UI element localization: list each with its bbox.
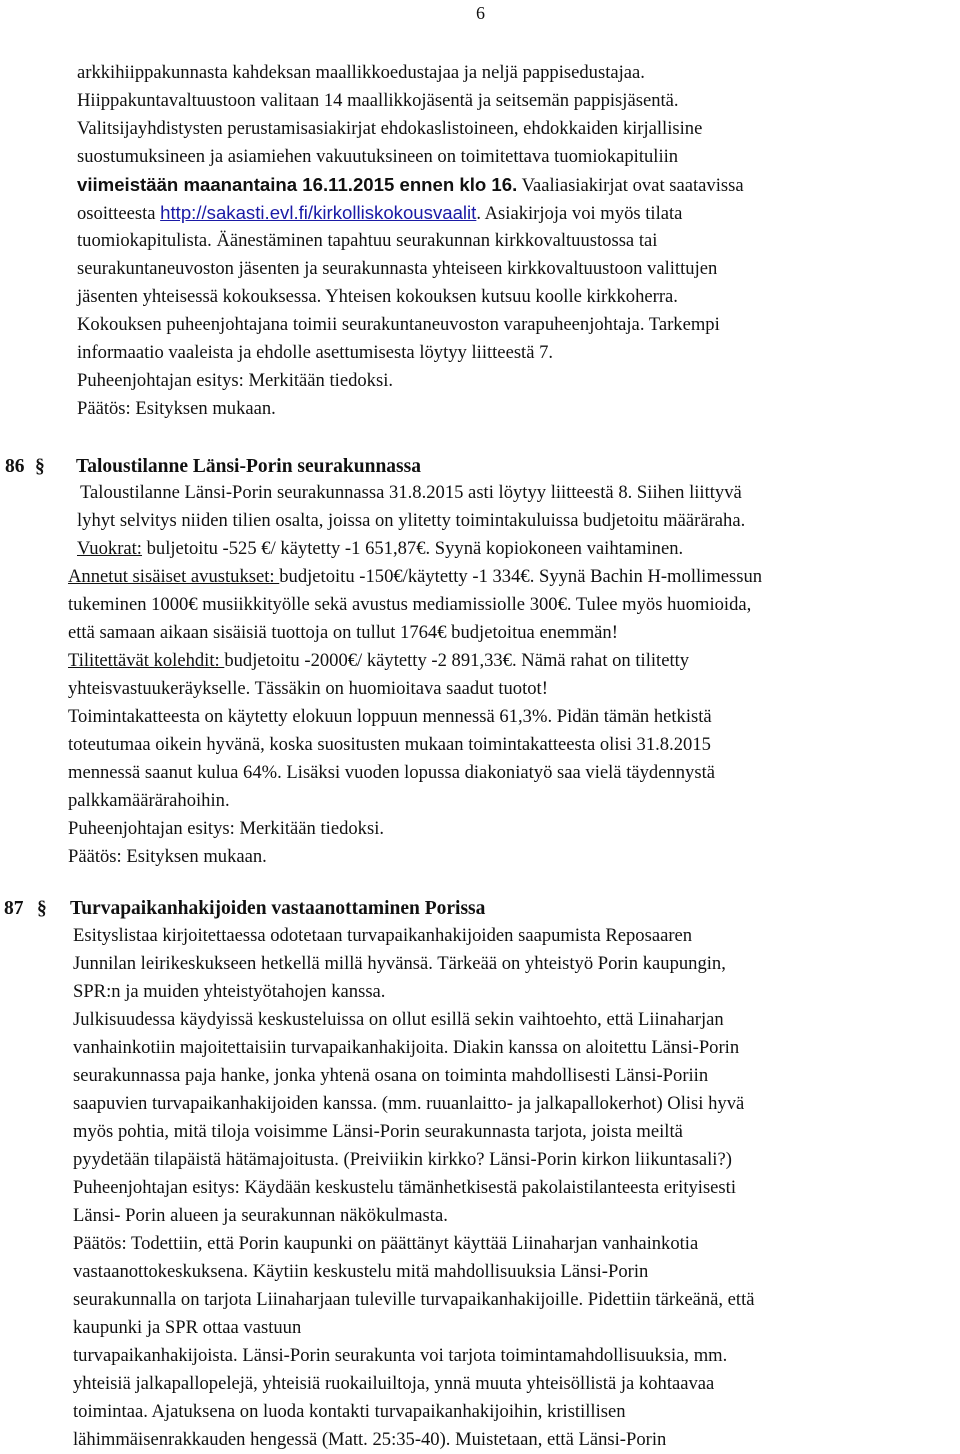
text-line: Toimintakatteesta on käytetty elokuun loppuun mennessä 61,3%. Pidän tämän hetkistä [68,706,712,727]
section-number: 86 [5,456,25,477]
decision-line: Päätös: Esityksen mukaan. [77,398,276,419]
internal-grants-label: Annetut sisäiset avustukset: [68,566,280,587]
text-line [77,227,657,255]
text-span: tuomiokapitulista. [77,230,212,251]
decision-line: Päätös: Todettiin, että Porin kaupunki on päättänyt käyttää Liinaharjan vanhainkotia [73,1233,699,1254]
text-line: Länsi- Porin alueen ja seurakunnan näkökulmasta. [73,1205,448,1226]
text-line: tukeminen 1000€ musiikkityölle sekä avustus mediamissiolle 300€. Tulee myös huomioida, [68,594,752,615]
section-number: 87 [4,898,24,919]
text-line: jäsenten yhteisessä kokouksessa. Yhteisen kokouksen kutsuu koolle kirkkoherra. [77,286,678,307]
text-line: arkkihiippakunnasta kahdeksan maallikkoedustajaa ja neljä pappisedustajaa. [77,62,645,83]
text-line: Taloustilanne Länsi-Porin seurakunnassa 31.8.2015 asti löytyy liitteestä 8. Siihen liittyvä [80,482,742,503]
text-line: turvapaikanhakijoista. Länsi-Porin seurakunta voi tarjota toimintamahdollisuuksia, mm. [73,1345,728,1366]
text-line: lyhyt selvitys niiden tilien osalta, joissa on ylitetty toimintakuluissa budjetoitu määräraha. [77,510,746,531]
text-line: lähimmäisenrakkauden hengessä (Matt. 25:35-40). Muistetaan, että Länsi-Porin [73,1429,667,1450]
page-number: 6 [476,3,485,23]
text-span: budjetoitu -150€/käytetty -1 334€. Syynä Bachin H-mollimessun [279,566,763,587]
text-line: seurakunnassa paja hanke, jonka yhtenä osana on toiminta mahdollisesti Länsi-Poriin [73,1065,709,1086]
text-span: buljetoitu -525 €/ käytetty -1 651,87€. Syynä kopiokoneen vaihtaminen. [141,538,684,559]
text-line: pyydetään tilapäistä hätämajoitusta. (Preiviikin kirkko? Länsi-Porin kirkon liikuntasali?) [73,1149,732,1170]
decision-line: Päätös: Esityksen mukaan. [68,846,267,867]
election-documents-link[interactable]: http://sakasti.evl.fi/kirkolliskokousvaalit [160,202,477,223]
text-line: seurakuntaneuvoston jäsenten ja seurakunnasta yhteiseen kirkkovaltuustoon valittujen [77,258,718,279]
text-line [77,199,682,228]
text-line: Valitsijayhdistysten perustamisasiakirjat ehdokaslistoineen, ehdokkaiden kirjallisine [77,118,703,139]
section-symbol: § [37,898,47,919]
text-span: Äänestäminen tapahtuu seurakunnan kirkkovaltuustossa tai [211,230,658,251]
text-line: myös pohtia, mitä tiloja voisimme Länsi-Porin seurakunnasta tarjota, joista meiltä [73,1121,683,1142]
text-line: mennessä saanut kulua 64%. Lisäksi vuoden lopussa diakoniatyö saa vielä täydennystä [68,762,716,783]
text-line: suostumuksineen ja asiamiehen vakuutuksineen on toimitettava tuomiokapituliin [77,146,679,167]
text-line: että samaan aikaan sisäisiä tuottoja on tullut 1764€ budjetoitua enemmän! [68,622,618,643]
section-title: Taloustilanne Länsi-Porin seurakunnassa [76,456,421,477]
text-line: palkkamäärärahoihin. [68,790,230,811]
text-line [77,535,683,563]
rent-label: Vuokrat: [77,538,142,559]
text-line: yhteisvastuukeräykselle. Tässäkin on huomioitava saadut tuotot! [68,678,548,699]
text-span: budjetoitu -2000€/ käytetty -2 891,33€. Nämä rahat on tilitetty [224,650,690,671]
text-line: Junnilan leirikeskukseen hetkellä millä hyvänsä. Tärkeää on yhteistyö Porin kaupungin, [73,953,726,974]
proposal-line: Puheenjohtajan esitys: Käydään keskustelu tämänhetkisestä pakolaistilanteesta erityisesti [73,1177,737,1198]
text-line: yhteisiä jalkapallopelejä, yhteisiä ruokailuiltoja, ynnä muuta yhteisöllistä ja kohtaavaa [73,1373,715,1394]
text-line: Julkisuudessa käydyissä keskusteluissa on ollut esillä sekin vaihtoehto, että Liinaharjan [73,1009,724,1030]
text-span: Vaaliasiakirjat ovat saatavissa [517,175,744,196]
text-line: Hiippakuntavaltuustoon valitaan 14 maallikkojäsentä ja seitsemän pappisjäsentä. [77,90,679,111]
text-line [77,171,744,200]
deadline-text: viimeistään maanantaina 16.11.2015 ennen klo 16. [77,174,518,195]
text-line: Esityslistaa kirjoitettaessa odotetaan turvapaikanhakijoiden saapumista Reposaaren [73,925,693,946]
section-title: Turvapaikanhakijoiden vastaanottaminen Porissa [70,898,486,919]
text-line: kaupunki ja SPR ottaa vastuun [73,1317,302,1338]
collections-label: Tilitettävät kolehdit: [68,650,225,671]
section-symbol: § [35,456,45,477]
text-line: Kokouksen puheenjohtajana toimii seurakuntaneuvoston varapuheenjohtaja. Tarkempi [77,314,720,335]
text-span: osoitteesta [77,203,161,224]
text-line [68,647,689,675]
text-span: . Asiakirjoja voi myös tilata [476,203,683,224]
text-line: informaatio vaaleista ja ehdolle asettumisesta löytyy liitteestä 7. [77,342,554,363]
text-line: vastaanottokeskuksena. Käytiin keskustelu mitä mahdollisuuksia Länsi-Porin [73,1261,649,1282]
text-line: seurakunnalla on tarjota Liinaharjaan tuleville turvapaikanhakijoille. Pidettiin tärkeänä, että [73,1289,755,1310]
text-line: saapuvien turvapaikanhakijoiden kanssa. (mm. ruuanlaitto- ja jalkapallokerhot) Olisi hyvä [73,1093,745,1114]
proposal-line: Puheenjohtajan esitys: Merkitään tiedoksi. [77,370,394,391]
text-line: SPR:n ja muiden yhteistyötahojen kanssa. [73,981,386,1002]
text-line: vanhainkotiin majoitettaisiin turvapaikanhakijoita. Diakin kanssa on aloitettu Länsi-Porin [73,1037,740,1058]
text-line: toimintaa. Ajatuksena on luoda kontakti turvapaikanhakijoihin, kristillisen [73,1401,626,1422]
text-line: toteutumaa oikein hyvänä, koska suositusten mukaan toimintakatteesta olisi 31.8.2015 [68,734,711,755]
proposal-line: Puheenjohtajan esitys: Merkitään tiedoksi. [68,818,385,839]
text-line [68,563,762,591]
